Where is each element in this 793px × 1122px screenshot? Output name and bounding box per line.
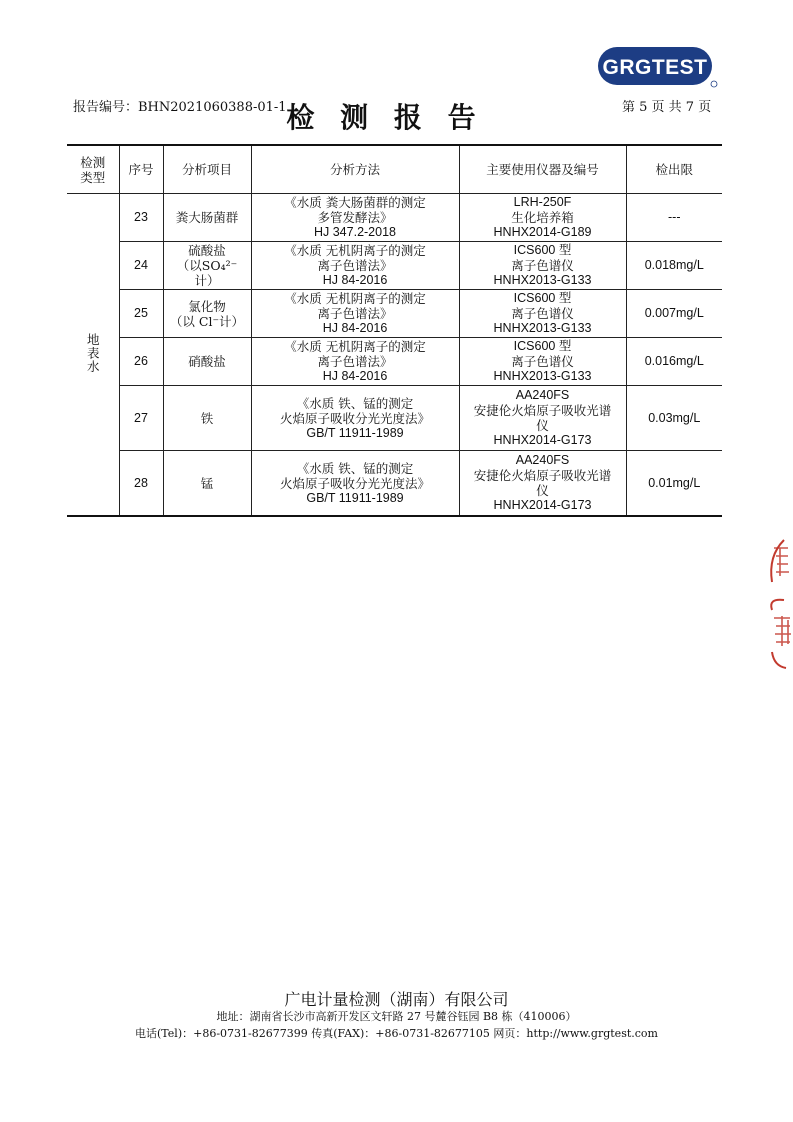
detection-limit: 0.007mg/L bbox=[626, 290, 722, 338]
analysis-item: 粪大肠菌群 bbox=[163, 194, 251, 242]
header-instrument: 主要使用仪器及编号 bbox=[459, 145, 626, 194]
page-indicator: 第 5 页 共 7 页 bbox=[622, 100, 712, 115]
analysis-method: 《水质 粪大肠菌群的测定 多管发酵法》 HJ 347.2-2018 bbox=[251, 194, 459, 242]
analysis-item: 硫酸盐 （以SO₄²⁻ 计） bbox=[163, 242, 251, 290]
analysis-method: 《水质 无机阴离子的测定 离子色谱法》 HJ 84-2016 bbox=[251, 290, 459, 338]
test-type-cell: 地表水 bbox=[67, 194, 119, 517]
logo-text: GRGTEST bbox=[602, 56, 708, 79]
detection-limit: 0.01mg/L bbox=[626, 451, 722, 517]
analysis-item: 硝酸盐 bbox=[163, 338, 251, 386]
instrument: AA240FS 安捷伦火焰原子吸收光谱 仪 HNHX2014-G173 bbox=[459, 451, 626, 517]
test-report-table bbox=[67, 144, 722, 517]
serial-no: 25 bbox=[119, 290, 163, 338]
detection-limit: 0.016mg/L bbox=[626, 338, 722, 386]
seal-stamp-partial bbox=[762, 536, 793, 674]
header-detection-limit: 检出限 bbox=[626, 145, 722, 194]
serial-no: 27 bbox=[119, 386, 163, 451]
serial-no: 23 bbox=[119, 194, 163, 242]
header-analysis-item: 分析项目 bbox=[163, 145, 251, 194]
detection-limit: 0.03mg/L bbox=[626, 386, 722, 451]
serial-no: 24 bbox=[119, 242, 163, 290]
detection-limit: 0.018mg/L bbox=[626, 242, 722, 290]
instrument: LRH-250F 生化培养箱 HNHX2014-G189 bbox=[459, 194, 626, 242]
page-title: 检 测 报 告 bbox=[286, 101, 484, 134]
header-analysis-method: 分析方法 bbox=[251, 145, 459, 194]
detection-limit: --- bbox=[626, 194, 722, 242]
instrument: ICS600 型 离子色谱仪 HNHX2013-G133 bbox=[459, 290, 626, 338]
footer-company-name: 广电计量检测（湖南）有限公司 bbox=[284, 990, 509, 1009]
table-row bbox=[67, 386, 722, 451]
table-row bbox=[67, 242, 722, 290]
analysis-item: 铁 bbox=[163, 386, 251, 451]
table-header-row bbox=[67, 145, 722, 194]
table-row bbox=[67, 338, 722, 386]
footer-address: 地址：湖南省长沙市高新开发区文轩路 27 号麓谷钰园 B8 栋（410006） bbox=[216, 1010, 577, 1023]
header-serial-no: 序号 bbox=[119, 145, 163, 194]
analysis-method: 《水质 铁、锰的测定 火焰原子吸收分光光度法》 GB/T 11911-1989 bbox=[251, 451, 459, 517]
table-row bbox=[67, 290, 722, 338]
serial-no: 28 bbox=[119, 451, 163, 517]
report-number: 报告编号：BHN2021060388-01-1 bbox=[73, 100, 287, 115]
table-row bbox=[67, 451, 722, 517]
instrument: ICS600 型 离子色谱仪 HNHX2013-G133 bbox=[459, 242, 626, 290]
analysis-item: 氯化物 （以 Cl⁻计） bbox=[163, 290, 251, 338]
instrument: AA240FS 安捷伦火焰原子吸收光谱 仪 HNHX2014-G173 bbox=[459, 386, 626, 451]
analysis-item: 锰 bbox=[163, 451, 251, 517]
grgtest-logo bbox=[597, 46, 719, 88]
footer-contact: 电话(Tel)：+86-0731-82677399 传真(FAX)：+86-0731-82677105 网页：http://www.grgtest.com bbox=[135, 1027, 658, 1040]
analysis-method: 《水质 铁、锰的测定 火焰原子吸收分光光度法》 GB/T 11911-1989 bbox=[251, 386, 459, 451]
table-row bbox=[67, 194, 722, 242]
analysis-method: 《水质 无机阴离子的测定 离子色谱法》 HJ 84-2016 bbox=[251, 242, 459, 290]
header-test-type: 检测类型 bbox=[67, 145, 119, 194]
analysis-method: 《水质 无机阴离子的测定 离子色谱法》 HJ 84-2016 bbox=[251, 338, 459, 386]
serial-no: 26 bbox=[119, 338, 163, 386]
instrument: ICS600 型 离子色谱仪 HNHX2013-G133 bbox=[459, 338, 626, 386]
